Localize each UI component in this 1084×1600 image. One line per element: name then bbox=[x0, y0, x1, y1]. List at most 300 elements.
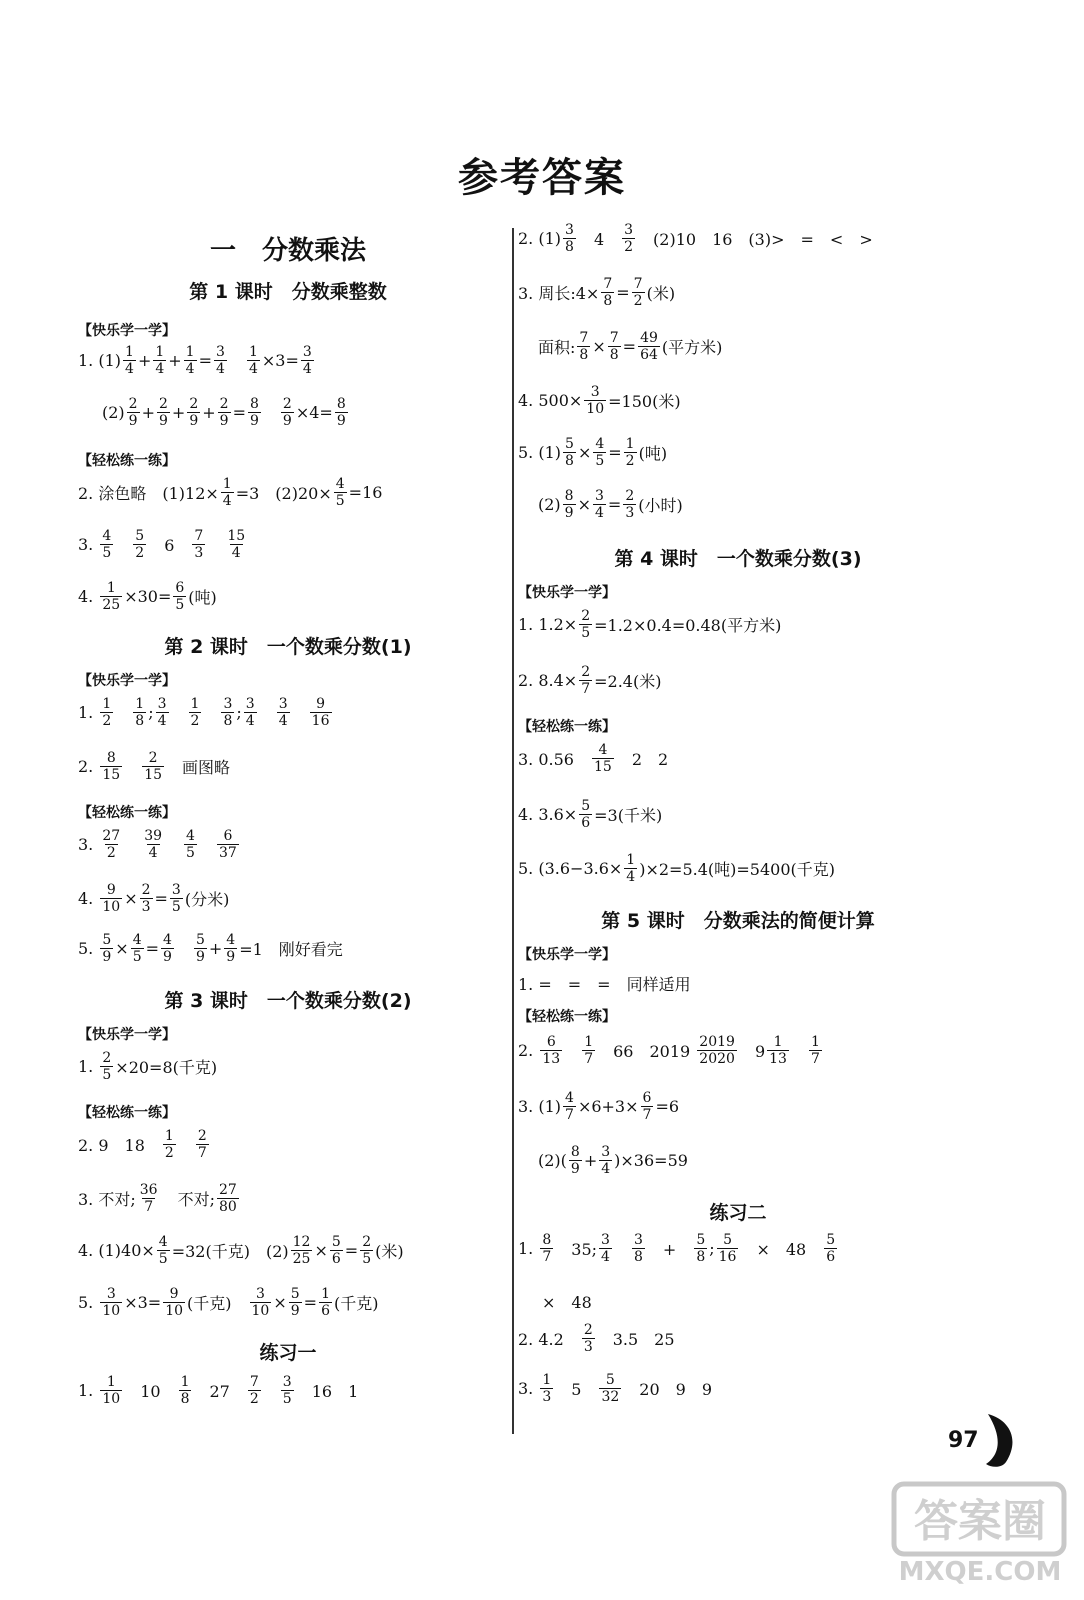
fraction-numerator: 1 bbox=[155, 344, 165, 360]
fraction bbox=[360, 1234, 373, 1267]
answer-text: + bbox=[646, 1240, 693, 1259]
fraction bbox=[319, 1286, 332, 1319]
fraction-denominator: 8 bbox=[565, 453, 574, 469]
fraction-numerator: 2 bbox=[189, 396, 199, 412]
fraction-numerator: 3 bbox=[223, 696, 233, 712]
fraction-denominator: 5 bbox=[132, 949, 142, 965]
answer-text: + bbox=[583, 1151, 598, 1170]
fraction bbox=[281, 1374, 294, 1407]
fraction-denominator: 4 bbox=[626, 869, 636, 885]
fraction-numerator: 2 bbox=[581, 608, 591, 624]
fraction-numerator: 9 bbox=[316, 696, 326, 712]
fraction-numerator: 4 bbox=[186, 828, 195, 844]
fraction bbox=[582, 1322, 595, 1355]
answer-text: 2. 9 18 bbox=[78, 1136, 161, 1155]
fraction-denominator: 4 bbox=[302, 361, 312, 377]
brush-stroke-decoration bbox=[980, 1410, 1028, 1470]
fraction-denominator: 8 bbox=[633, 1249, 643, 1265]
fraction bbox=[563, 488, 576, 521]
fraction-denominator: 10 bbox=[586, 401, 605, 417]
fraction-numerator: 2 bbox=[141, 882, 151, 898]
answer-text: 5. bbox=[78, 1293, 99, 1312]
fraction-numerator: 3 bbox=[255, 1286, 265, 1302]
fraction-denominator: 10 bbox=[251, 1303, 270, 1319]
fraction-denominator: 5 bbox=[186, 845, 195, 861]
answer-text: 不对; bbox=[161, 1190, 215, 1209]
fraction bbox=[277, 696, 290, 729]
column-divider bbox=[512, 228, 514, 1434]
fraction-denominator: 7 bbox=[197, 1145, 207, 1161]
answer-text: = bbox=[344, 1241, 359, 1260]
fraction-numerator: 4 bbox=[158, 1234, 168, 1250]
fraction-denominator: 6 bbox=[321, 1303, 330, 1319]
fraction-numerator: 5 bbox=[826, 1232, 836, 1248]
answer-line bbox=[78, 344, 316, 377]
fraction-denominator: 3 bbox=[194, 545, 204, 561]
fraction-denominator: 5 bbox=[171, 899, 181, 915]
answer-line bbox=[518, 436, 667, 469]
fraction-denominator: 7 bbox=[810, 1051, 820, 1067]
answer-text: (平方米) bbox=[661, 338, 723, 357]
fraction-denominator: 4 bbox=[278, 713, 288, 729]
fraction-denominator: 9 bbox=[102, 949, 112, 965]
fraction bbox=[221, 696, 234, 729]
answer-text: 2. bbox=[518, 1041, 539, 1060]
fraction-denominator: 15 bbox=[593, 759, 612, 775]
fraction bbox=[608, 330, 621, 363]
answer-line bbox=[518, 1372, 712, 1405]
fraction bbox=[184, 828, 197, 861]
answer-text: 3. 不对; bbox=[78, 1190, 136, 1209]
fraction-numerator: 2 bbox=[159, 396, 168, 412]
fraction bbox=[248, 396, 261, 429]
fraction-denominator: 7 bbox=[565, 1107, 574, 1123]
answer-text: ×3= bbox=[261, 351, 299, 370]
answer-text: 1. (1) bbox=[78, 351, 122, 370]
fraction-numerator: 3 bbox=[278, 696, 288, 712]
fraction-denominator: 8 bbox=[565, 239, 574, 255]
fraction bbox=[184, 344, 197, 377]
answer-text bbox=[166, 833, 182, 856]
fraction-denominator: 4 bbox=[148, 845, 158, 861]
fraction-denominator: 2 bbox=[624, 239, 634, 255]
answer-text: + bbox=[137, 351, 152, 370]
answer-line bbox=[518, 1034, 824, 1067]
fraction bbox=[100, 528, 113, 561]
fraction-denominator: 4 bbox=[222, 493, 232, 509]
answer-line bbox=[78, 828, 241, 861]
fraction bbox=[192, 528, 205, 561]
fraction-numerator: 1 bbox=[810, 1034, 820, 1050]
fraction-denominator: 6 bbox=[826, 1249, 836, 1265]
answer-text: = bbox=[616, 283, 630, 302]
fraction-denominator: 5 bbox=[335, 493, 345, 509]
fraction bbox=[140, 882, 153, 915]
answer-text bbox=[203, 701, 219, 724]
fraction bbox=[100, 828, 122, 861]
fraction-numerator: 3 bbox=[282, 1374, 292, 1390]
fraction bbox=[540, 1232, 553, 1265]
answer-text: 4. bbox=[78, 889, 99, 908]
fraction bbox=[133, 696, 146, 729]
fraction bbox=[217, 1182, 239, 1215]
answer-text: 4. bbox=[78, 587, 99, 606]
fraction-denominator: 5 bbox=[102, 545, 112, 561]
answer-text: 3. bbox=[518, 1379, 539, 1398]
fraction bbox=[694, 1232, 707, 1265]
answer-line bbox=[518, 276, 675, 309]
fraction-numerator: 5 bbox=[565, 436, 574, 452]
fraction-denominator: 6 bbox=[331, 1251, 341, 1267]
fraction bbox=[189, 696, 202, 729]
answer-text: + bbox=[202, 403, 216, 422]
answer-line bbox=[518, 1322, 675, 1355]
section-practice-heading: 【轻松练一练】 bbox=[518, 719, 616, 735]
fraction-denominator: 8 bbox=[579, 347, 589, 363]
answer-text bbox=[791, 1039, 807, 1062]
fraction-denominator: 4 bbox=[245, 713, 255, 729]
answer-text: 面积: bbox=[538, 338, 576, 357]
fraction-denominator: 4 bbox=[601, 1249, 610, 1265]
answer-text: 6 bbox=[148, 536, 191, 555]
fraction-denominator: 7 bbox=[542, 1249, 552, 1265]
fraction-denominator: 8 bbox=[223, 713, 233, 729]
answer-text: ; bbox=[148, 703, 154, 722]
fraction-numerator: 49 bbox=[640, 330, 658, 346]
fraction-numerator: 5 bbox=[290, 1286, 300, 1302]
fraction-numerator: 2 bbox=[282, 396, 292, 412]
fraction-numerator: 5 bbox=[723, 1232, 733, 1248]
fraction-numerator: 2 bbox=[219, 396, 229, 412]
fraction-numerator: 2 bbox=[148, 750, 158, 766]
fraction-denominator: 4 bbox=[125, 361, 134, 377]
answer-line bbox=[78, 1234, 404, 1267]
answer-line bbox=[518, 222, 873, 255]
answer-text: × bbox=[124, 889, 138, 908]
fraction bbox=[809, 1034, 822, 1067]
answer-text: (吨) bbox=[638, 444, 668, 463]
fraction-denominator: 9 bbox=[290, 1303, 300, 1319]
answer-line bbox=[518, 742, 668, 775]
answer-text bbox=[259, 701, 275, 724]
answer-line bbox=[78, 882, 229, 915]
fraction-denominator: 7 bbox=[642, 1107, 652, 1123]
answer-text: =1 刚好看完 bbox=[239, 940, 343, 959]
answer-text: ; bbox=[236, 703, 242, 722]
answer-text: = bbox=[198, 351, 212, 370]
answer-text: × bbox=[115, 939, 129, 958]
fraction-denominator: 4 bbox=[157, 713, 167, 729]
fraction-denominator: 5 bbox=[581, 625, 591, 641]
fraction-denominator: 9 bbox=[282, 413, 292, 429]
fraction-numerator: 1 bbox=[190, 696, 200, 712]
answer-text: 1. bbox=[78, 703, 99, 722]
answer-text: 5 bbox=[555, 1380, 598, 1399]
answer-text bbox=[124, 833, 140, 856]
fraction-numerator: 1 bbox=[135, 696, 145, 712]
fraction-denominator: 25 bbox=[102, 597, 121, 613]
fraction-denominator: 8 bbox=[603, 293, 613, 309]
answer-text bbox=[229, 349, 245, 372]
fraction bbox=[632, 276, 645, 309]
fraction-numerator: 3 bbox=[216, 344, 225, 360]
fraction-denominator: 9 bbox=[128, 413, 138, 429]
answer-line bbox=[518, 384, 681, 417]
fraction bbox=[194, 932, 207, 965]
fraction-denominator: 4 bbox=[231, 545, 241, 561]
answer-text: = bbox=[608, 443, 622, 462]
answer-text bbox=[614, 1237, 630, 1260]
fraction bbox=[247, 344, 260, 377]
fraction-numerator: 12 bbox=[292, 1234, 311, 1250]
answer-line bbox=[78, 1128, 211, 1161]
fraction-numerator: 3 bbox=[590, 384, 600, 400]
answer-text bbox=[115, 533, 131, 556]
fraction bbox=[161, 932, 174, 965]
answer-text: =3 (2)20× bbox=[235, 484, 332, 503]
fraction-denominator: 3 bbox=[625, 505, 635, 521]
fraction-numerator: 1 bbox=[106, 1374, 116, 1390]
watermark-logo bbox=[884, 1480, 1080, 1594]
answer-line bbox=[78, 1286, 379, 1319]
answer-text: 2. (1) bbox=[518, 229, 562, 248]
fraction-numerator: 1 bbox=[248, 344, 258, 360]
fraction bbox=[225, 528, 247, 561]
fraction-denominator: 7 bbox=[144, 1199, 154, 1215]
answer-text: × bbox=[577, 495, 591, 514]
exercise-1-heading: 练习一 bbox=[259, 1342, 317, 1364]
fraction-numerator: 1 bbox=[542, 1372, 552, 1388]
fraction-numerator: 6 bbox=[642, 1090, 652, 1106]
fraction-numerator: 2 bbox=[625, 488, 635, 504]
fraction-denominator: 10 bbox=[165, 1303, 184, 1319]
fraction-numerator: 7 bbox=[603, 276, 613, 292]
fraction-numerator: 3 bbox=[601, 1232, 610, 1248]
answer-text: 2. 4.2 bbox=[518, 1330, 580, 1349]
fraction bbox=[248, 1374, 261, 1407]
fraction-numerator: 5 bbox=[696, 1232, 706, 1248]
fraction-numerator: 8 bbox=[542, 1232, 552, 1248]
fraction-denominator: 2 bbox=[106, 845, 116, 861]
fraction-numerator: 5 bbox=[195, 932, 205, 948]
answer-text: (千克) bbox=[334, 1294, 379, 1313]
answer-line bbox=[538, 330, 722, 363]
answer-text: 3. 周长:4× bbox=[518, 284, 600, 303]
answer-text: × 48 bbox=[740, 1240, 823, 1259]
fraction-numerator: 8 bbox=[336, 396, 346, 412]
fraction-numerator: 2 bbox=[128, 396, 138, 412]
answer-line bbox=[102, 396, 350, 429]
fraction-numerator: 6 bbox=[223, 828, 233, 844]
fraction-denominator: 2 bbox=[249, 1391, 259, 1407]
answer-line bbox=[78, 476, 382, 509]
fraction-denominator: 9 bbox=[189, 413, 199, 429]
fraction bbox=[217, 828, 239, 861]
fraction-numerator: 5 bbox=[331, 1234, 341, 1250]
answer-text: × 48 bbox=[542, 1293, 592, 1312]
page-number: 97 bbox=[948, 1428, 979, 1453]
answer-line bbox=[78, 580, 217, 613]
fraction-denominator: 16 bbox=[311, 713, 330, 729]
answer-text bbox=[263, 1379, 279, 1402]
fraction bbox=[335, 396, 348, 429]
fraction-numerator: 3 bbox=[633, 1232, 643, 1248]
fraction-numerator: 6 bbox=[546, 1034, 556, 1050]
fraction bbox=[127, 396, 140, 429]
fraction bbox=[579, 664, 592, 697]
fraction-numerator: 5 bbox=[102, 932, 112, 948]
fraction-denominator: 2 bbox=[633, 293, 643, 309]
fraction-numerator: 8 bbox=[570, 1144, 580, 1160]
fraction-denominator: 2 bbox=[625, 453, 635, 469]
fraction-numerator: 1 bbox=[222, 476, 232, 492]
answer-text bbox=[178, 1133, 194, 1156]
fraction bbox=[623, 488, 636, 521]
section-learn-heading: 【快乐学一学】 bbox=[78, 673, 176, 689]
fraction-denominator: 10 bbox=[102, 1303, 121, 1319]
fraction-denominator: 4 bbox=[595, 505, 604, 521]
fraction-denominator: 5 bbox=[175, 597, 185, 613]
fraction-denominator: 64 bbox=[640, 347, 658, 363]
answer-text: 9 bbox=[738, 1042, 766, 1061]
fraction bbox=[142, 750, 164, 783]
answer-line bbox=[518, 1232, 839, 1265]
fraction-numerator: 8 bbox=[564, 488, 574, 504]
fraction-denominator: 15 bbox=[102, 767, 121, 783]
fraction-numerator: 4 bbox=[565, 1090, 574, 1106]
fraction bbox=[170, 882, 183, 915]
fraction-numerator: 4 bbox=[163, 932, 172, 948]
fraction bbox=[584, 384, 606, 417]
fraction bbox=[717, 1232, 739, 1265]
answer-line bbox=[538, 1144, 688, 1177]
answer-line bbox=[78, 528, 249, 561]
fraction-numerator: 4 bbox=[598, 742, 608, 758]
fraction-denominator: 3 bbox=[583, 1339, 593, 1355]
answer-text: 1. bbox=[518, 1239, 539, 1258]
answer-text bbox=[263, 401, 279, 424]
lesson-1-heading: 第 1 课时 分数乘整数 bbox=[189, 281, 387, 303]
lesson-5-heading: 第 5 课时 分数乘法的简便计算 bbox=[601, 910, 875, 932]
answer-text: 3. (1) bbox=[518, 1097, 562, 1116]
fraction bbox=[131, 932, 144, 965]
fraction-denominator: 4 bbox=[248, 361, 258, 377]
answer-text: (米) bbox=[646, 284, 676, 303]
fraction-denominator: 2 bbox=[135, 545, 145, 561]
answer-text bbox=[199, 833, 215, 856]
fraction-denominator: 2 bbox=[164, 1145, 174, 1161]
answer-text: + bbox=[141, 403, 155, 422]
fraction-numerator: 8 bbox=[249, 396, 259, 412]
section-practice-heading: 【轻松练一练】 bbox=[518, 1009, 616, 1025]
answer-text: ×4= bbox=[295, 403, 333, 422]
fraction-denominator: 10 bbox=[102, 1391, 121, 1407]
fraction-numerator: 1 bbox=[773, 1034, 783, 1050]
fraction-denominator: 5 bbox=[595, 453, 605, 469]
fraction-numerator: 2 bbox=[362, 1234, 372, 1250]
answer-line bbox=[518, 608, 781, 641]
lesson-2-heading: 第 2 课时 一个数乘分数(1) bbox=[164, 636, 412, 658]
fraction-numerator: 3 bbox=[624, 222, 634, 238]
fraction-denominator: 9 bbox=[226, 949, 236, 965]
fraction-denominator: 7 bbox=[581, 681, 591, 697]
fraction bbox=[579, 608, 592, 641]
fraction bbox=[218, 396, 231, 429]
fraction-denominator: 7 bbox=[584, 1051, 594, 1067]
fraction bbox=[156, 696, 169, 729]
fraction-denominator: 4 bbox=[185, 361, 195, 377]
fraction bbox=[599, 1232, 612, 1265]
fraction-numerator: 5 bbox=[581, 798, 591, 814]
fraction bbox=[540, 1372, 553, 1405]
fraction-numerator: 5 bbox=[135, 528, 145, 544]
answer-text: ×6+3× bbox=[577, 1097, 639, 1116]
fraction bbox=[196, 1128, 209, 1161]
fraction bbox=[214, 344, 227, 377]
fraction bbox=[123, 344, 136, 377]
answer-text: 27 bbox=[193, 1382, 246, 1401]
answer-text: 4. (1)40× bbox=[78, 1241, 155, 1260]
answer-text: =2.4(米) bbox=[594, 672, 662, 691]
fraction-denominator: 3 bbox=[542, 1389, 552, 1405]
fraction-numerator: 1 bbox=[626, 852, 636, 868]
fraction bbox=[579, 798, 592, 831]
fraction-numerator: 1 bbox=[180, 1374, 190, 1390]
fraction bbox=[310, 696, 332, 729]
fraction bbox=[163, 1128, 176, 1161]
answer-text: 2 2 bbox=[615, 750, 669, 769]
answer-text bbox=[124, 755, 140, 778]
answer-text: = bbox=[145, 939, 160, 958]
fraction-numerator: 4 bbox=[102, 528, 112, 544]
fraction bbox=[592, 742, 614, 775]
fraction bbox=[577, 330, 590, 363]
fraction-denominator: 9 bbox=[570, 1161, 580, 1177]
section-learn-heading: 【快乐学一学】 bbox=[78, 323, 176, 339]
fraction-numerator: 1 bbox=[125, 344, 134, 360]
fraction-numerator: 1 bbox=[164, 1128, 174, 1144]
fraction-numerator: 3 bbox=[601, 1144, 611, 1160]
answer-text: × bbox=[273, 1293, 287, 1312]
fraction bbox=[100, 1286, 122, 1319]
fraction bbox=[224, 932, 237, 965]
fraction bbox=[641, 1090, 654, 1123]
answer-text: 10 bbox=[124, 1382, 177, 1401]
answer-text: + bbox=[171, 403, 186, 422]
answer-text: (2)( bbox=[538, 1151, 567, 1170]
fraction-denominator: 9 bbox=[336, 413, 346, 429]
section-practice-heading: 【轻松练一练】 bbox=[78, 1105, 176, 1121]
answer-text: 20 9 9 bbox=[623, 1380, 713, 1399]
fraction-numerator: 8 bbox=[106, 750, 116, 766]
fraction-denominator: 5 bbox=[102, 1067, 112, 1083]
fraction-numerator: 3 bbox=[302, 344, 312, 360]
fraction bbox=[100, 882, 122, 915]
fraction-numerator: 6 bbox=[175, 580, 185, 596]
fraction-numerator: 4 bbox=[226, 932, 236, 948]
answer-text: )×36=59 bbox=[614, 1151, 688, 1170]
fraction-numerator: 39 bbox=[144, 828, 163, 844]
answer-text: 5. (1) bbox=[518, 443, 562, 462]
fraction-denominator: 8 bbox=[609, 347, 619, 363]
answer-text: 3. bbox=[78, 835, 99, 854]
fraction-denominator: 2 bbox=[102, 713, 112, 729]
fraction-denominator: 9 bbox=[159, 413, 168, 429]
answer-text: =16 bbox=[348, 483, 383, 502]
answer-text: 4 bbox=[577, 230, 621, 249]
fraction bbox=[100, 580, 122, 613]
answer-text: (分米) bbox=[184, 890, 230, 909]
